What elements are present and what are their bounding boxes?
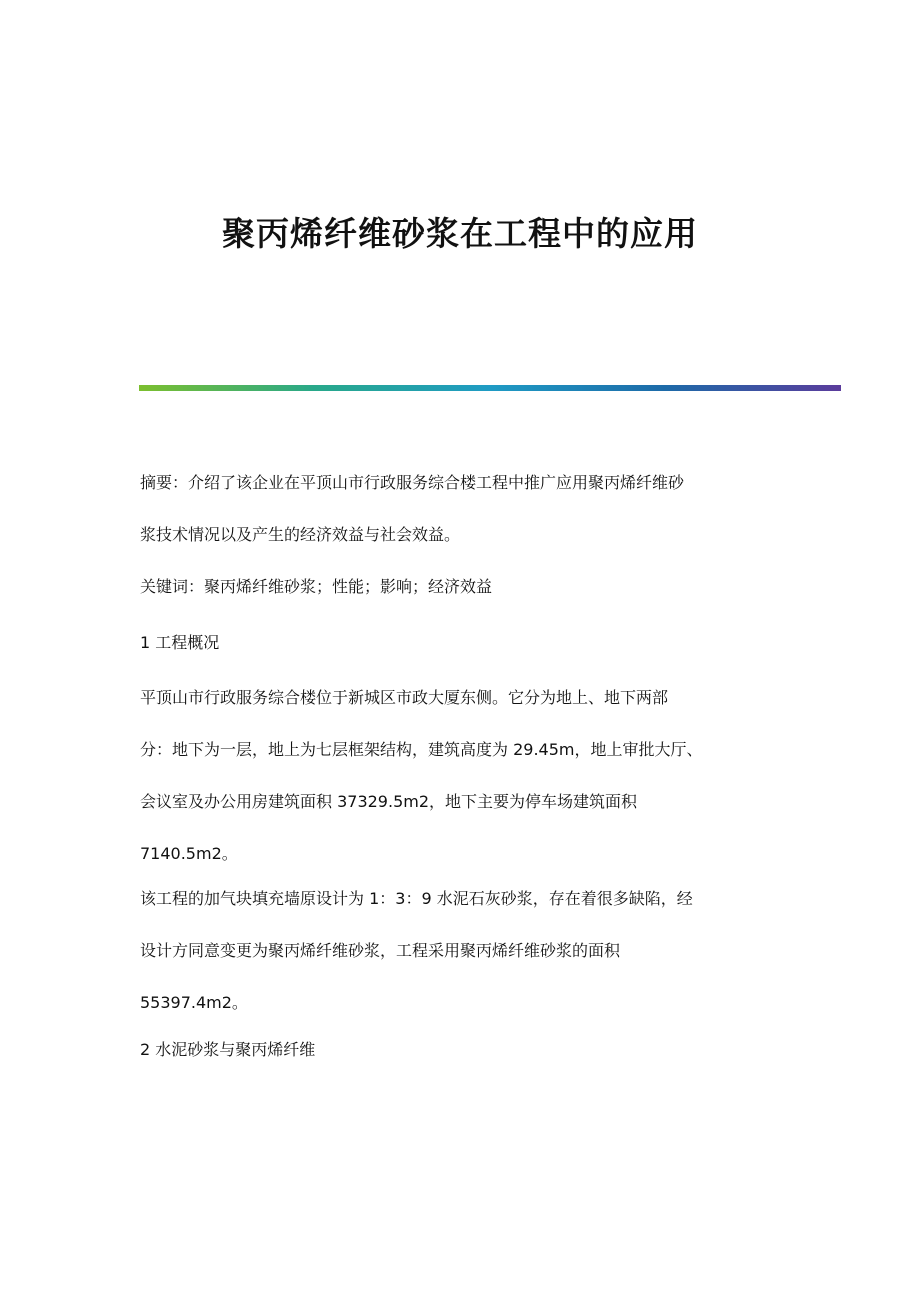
section-heading-text: 1 工程概况 bbox=[140, 633, 220, 652]
paragraph-line: 平顶山市行政服务综合楼位于新城区市政大厦东侧。它分为地上、地下两部 bbox=[140, 688, 669, 707]
section1-paragraph-1 bbox=[140, 672, 780, 880]
paragraph-line: 7140.5m2。 bbox=[140, 844, 238, 863]
keywords-line: 关键词：聚丙烯纤维砂浆；性能；影响；经济效益 bbox=[140, 577, 493, 596]
section1-paragraph-2 bbox=[140, 873, 780, 1029]
paragraph-line: 分：地下为一层，地上为七层框架结构，建筑高度为 29.45m，地上审批大厅、 bbox=[140, 740, 703, 759]
abstract-line: 浆技术情况以及产生的经济效益与社会效益。 bbox=[140, 525, 461, 544]
paragraph-line: 设计方同意变更为聚丙烯纤维砂浆，工程采用聚丙烯纤维砂浆的面积 bbox=[140, 941, 621, 960]
paragraph-line: 该工程的加气块填充墙原设计为 1：3：9 水泥石灰砂浆，存在着很多缺陷，经 bbox=[140, 889, 693, 908]
abstract bbox=[140, 457, 780, 561]
section-heading-text: 2 水泥砂浆与聚丙烯纤维 bbox=[140, 1040, 316, 1059]
document-title: 聚丙烯纤维砂浆在工程中的应用 bbox=[222, 214, 698, 253]
paragraph-line: 55397.4m2。 bbox=[140, 993, 248, 1012]
section-heading-2 bbox=[140, 1024, 780, 1076]
abstract-line: 摘要：介绍了该企业在平顶山市行政服务综合楼工程中推广应用聚丙烯纤维砂 bbox=[140, 473, 685, 492]
keywords bbox=[140, 561, 780, 613]
paragraph-line: 会议室及办公用房建筑面积 37329.5m2，地下主要为停车场建筑面积 bbox=[140, 792, 638, 811]
section-heading-1 bbox=[140, 617, 780, 669]
title-divider bbox=[139, 385, 841, 391]
